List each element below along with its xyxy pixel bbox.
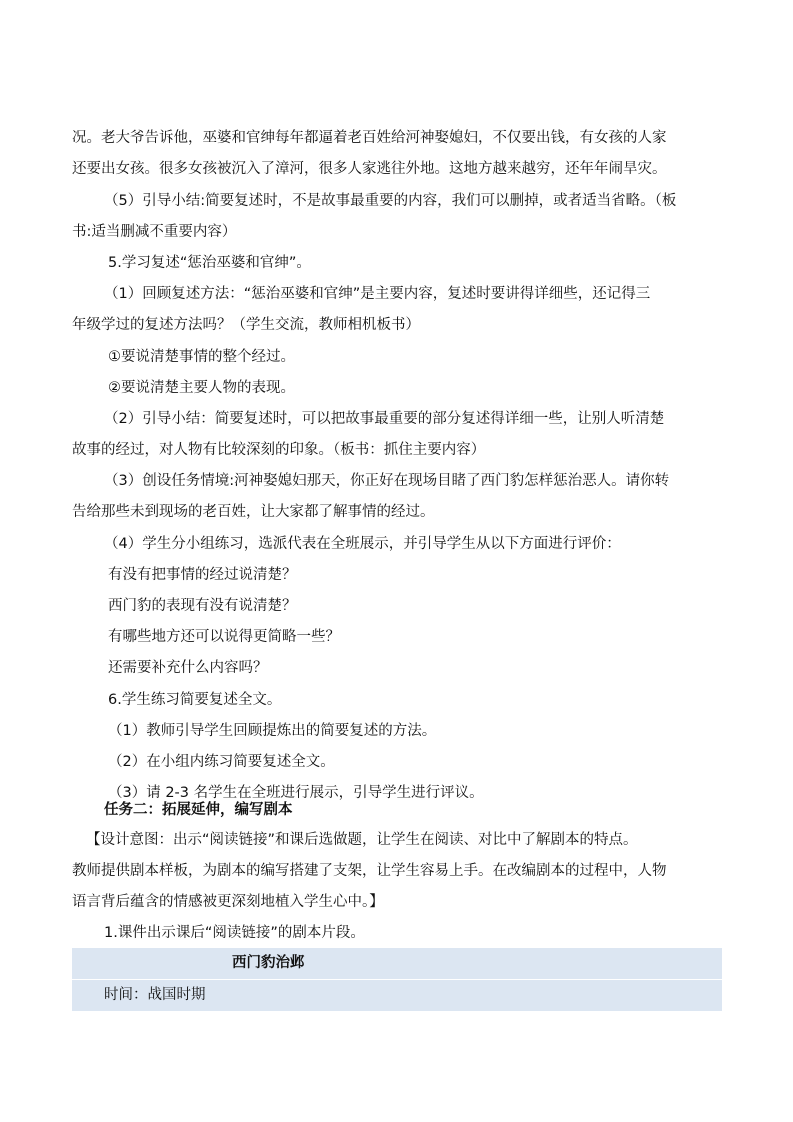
list-item: （3）请 2-3 名学生在全班进行展示，引导学生进行评议。 — [108, 785, 484, 801]
paragraph-line: 年级学过的复述方法吗？（学生交流，教师相机板书） — [72, 317, 420, 333]
script-time-row — [72, 980, 722, 1011]
task-heading: 任务二：拓展延伸，编写剧本 — [104, 802, 293, 818]
paragraph-line: （3）创设任务情境:河神娶媳妇那天，你正好在现场目睹了西门豹怎样惩治恶人。请你转 — [104, 473, 670, 489]
paragraph-line: （2）引导小结：简要复述时，可以把故事最重要的部分复述得详细一些，让别人听清楚 — [104, 411, 665, 427]
list-item: （1）教师引导学生回顾提炼出的简要复述的方法。 — [108, 723, 437, 739]
script-title: 西门豹治邺 — [232, 955, 305, 971]
question-item: 西门豹的表现有没有说清楚？ — [108, 598, 297, 614]
paragraph-line: 告给那些未到现场的老百姓，让大家都了解事情的经过。 — [72, 504, 435, 520]
paragraph-line: 书:适当删减不重要内容） — [72, 224, 237, 240]
script-title-row — [72, 948, 722, 979]
paragraph-line: 还要出女孩。很多女孩被沉入了漳河，很多人家逃往外地。这地方越来越穷，还年年闹旱灾。 — [72, 161, 667, 177]
section-heading: 1.课件出示课后“阅读链接”的剧本片段。 — [104, 925, 365, 941]
script-table — [72, 948, 722, 1011]
design-intent: 语言背后蕴含的情感被更深刻地植入学生心中。】 — [72, 894, 384, 910]
script-time: 时间：战国时期 — [104, 987, 206, 1003]
list-item: ②要说清楚主要人物的表现。 — [108, 380, 295, 396]
design-intent: 【设计意图：出示“阅读链接”和课后选做题，让学生在阅读、对比中了解剧本的特点。 — [86, 832, 638, 848]
section-heading: 6.学生练习简要复述全文。 — [108, 692, 282, 708]
question-item: 还需要补充什么内容吗？ — [108, 660, 268, 676]
paragraph-line: （5）引导小结:简要复述时，不是故事最重要的内容，我们可以删掉，或者适当省略。（板 — [104, 193, 677, 209]
question-item: 有哪些地方还可以说得更简略一些？ — [108, 629, 340, 645]
question-item: 有没有把事情的经过说清楚？ — [108, 567, 297, 583]
paragraph-line: 况。老大爷告诉他，巫婆和官绅每年都逼着老百姓给河神娶媳妇，不仅要出钱，有女孩的人家 — [72, 130, 667, 146]
design-intent: 教师提供剧本样板，为剧本的编写搭建了支架，让学生容易上手。在改编剧本的过程中，人物 — [72, 863, 667, 879]
section-heading: 5.学习复述“惩治巫婆和官绅”。 — [108, 255, 311, 271]
paragraph-line: 故事的经过，对人物有比较深刻的印象。（板书：抓住主要内容） — [72, 442, 486, 458]
list-item: （2）在小组内练习简要复述全文。 — [108, 754, 335, 770]
list-item: ①要说清楚事情的整个经过。 — [108, 349, 295, 365]
paragraph-line: （4）学生分小组练习，选派代表在全班展示，并引导学生从以下方面进行评价： — [104, 536, 621, 552]
paragraph-line: （1）回顾复述方法：“惩治巫婆和官绅”是主要内容，复述时要讲得详细些，还记得三 — [104, 286, 651, 302]
